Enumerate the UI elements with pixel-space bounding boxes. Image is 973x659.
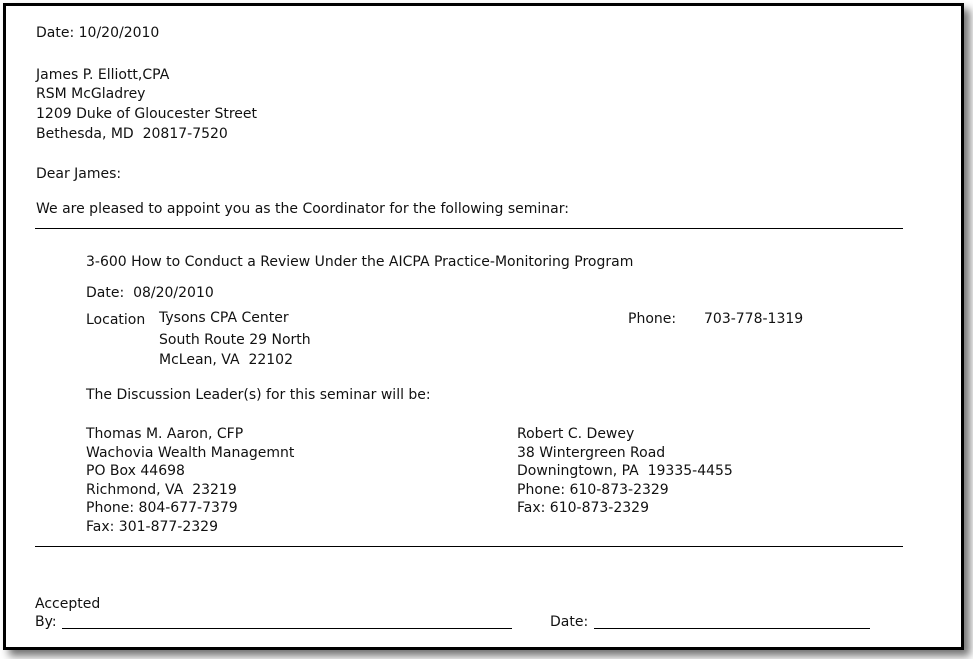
- by-label: By:: [35, 614, 57, 630]
- leader-2-phone: Phone: 610-873-2329: [517, 482, 669, 498]
- leader-1-fax: Fax: 301-877-2329: [86, 519, 218, 535]
- leader-2-address1: 38 Wintergreen Road: [517, 445, 666, 461]
- divider-top: [35, 228, 903, 229]
- by-signature-line: [62, 628, 512, 629]
- location-line-3: McLean, VA 22102: [159, 352, 293, 368]
- phone-value: 703-778-1319: [704, 311, 804, 327]
- divider-bottom: [35, 546, 903, 547]
- recipient-name: James P. Elliott,CPA: [36, 67, 170, 83]
- recipient-city-state-zip: Bethesda, MD 20817-7520: [36, 126, 228, 142]
- leader-2-name: Robert C. Dewey: [517, 426, 635, 442]
- letter-page: [3, 3, 964, 650]
- letter-date: Date: 10/20/2010: [36, 25, 160, 41]
- signature-date-label: Date:: [550, 614, 589, 630]
- recipient-street: 1209 Duke of Gloucester Street: [36, 106, 257, 122]
- salutation: Dear James:: [36, 166, 122, 182]
- leader-1-name: Thomas M. Aaron, CFP: [86, 426, 244, 442]
- location-line-1: Tysons CPA Center: [159, 310, 289, 326]
- location-label: Location: [86, 312, 146, 328]
- leaders-intro: The Discussion Leader(s) for this seminar will be:: [86, 387, 431, 403]
- leader-2-address2: Downingtown, PA 19335-4455: [517, 463, 733, 479]
- date-signature-line: [594, 628, 870, 629]
- phone-label: Phone:: [628, 311, 677, 327]
- location-line-2: South Route 29 North: [159, 332, 311, 348]
- leader-2-fax: Fax: 610-873-2329: [517, 500, 649, 516]
- accepted-label: Accepted: [35, 596, 101, 612]
- seminar-date: Date: 08/20/2010: [86, 285, 214, 301]
- leader-1-phone: Phone: 804-677-7379: [86, 500, 238, 516]
- leader-1-address1: PO Box 44698: [86, 463, 185, 479]
- seminar-title: 3-600 How to Conduct a Review Under the AICPA Practice-Monitoring Program: [86, 254, 634, 270]
- leader-1-address2: Richmond, VA 23219: [86, 482, 237, 498]
- leader-1-company: Wachovia Wealth Managemnt: [86, 445, 295, 461]
- intro-text: We are pleased to appoint you as the Coordinator for the following seminar:: [36, 201, 569, 217]
- recipient-company: RSM McGladrey: [36, 86, 146, 102]
